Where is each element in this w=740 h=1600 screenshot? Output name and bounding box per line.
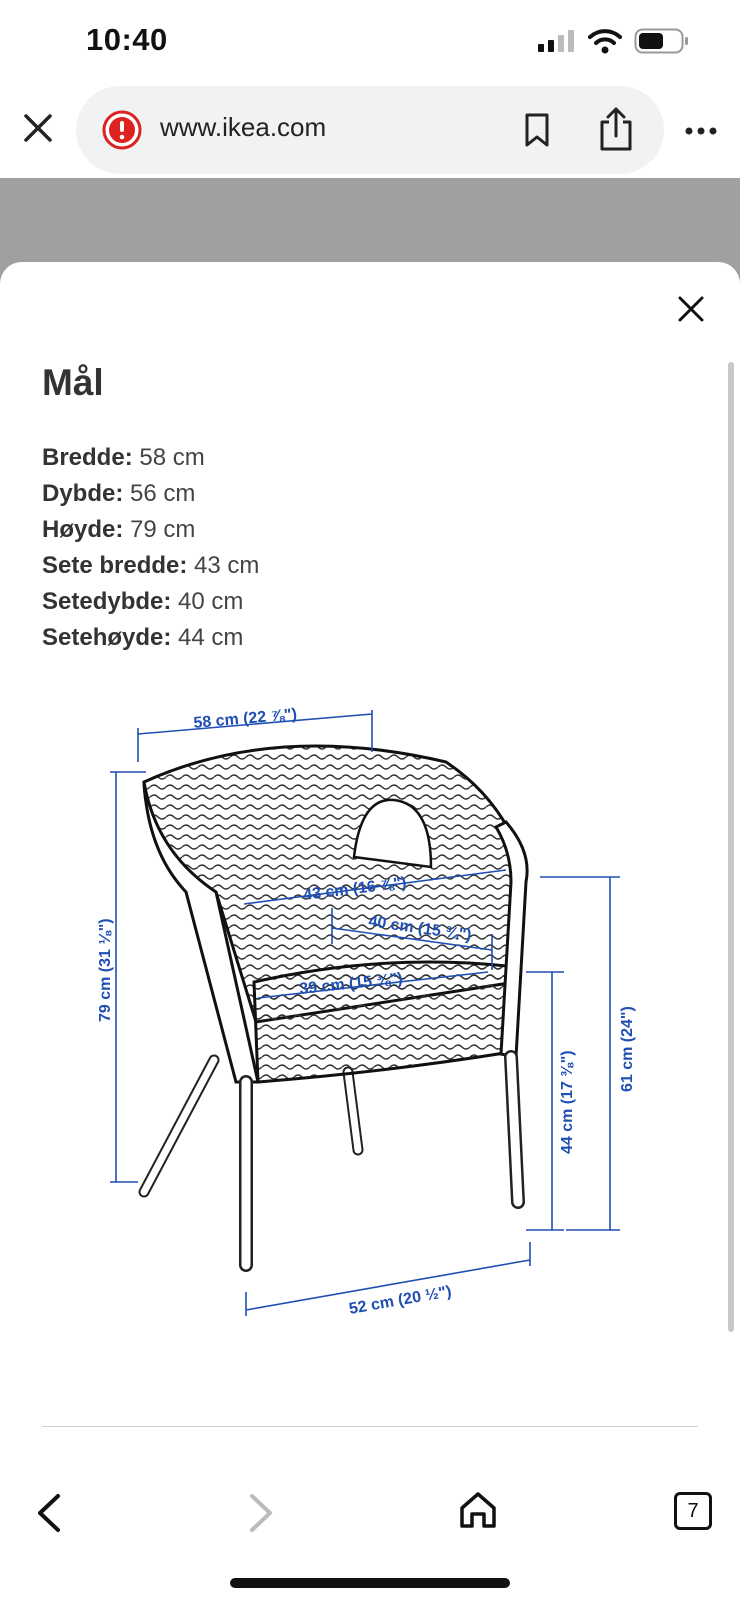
- battery-icon: [634, 28, 690, 54]
- dim-seat-depth-label: 40 cm (15 ¾"): [367, 913, 473, 945]
- spec-value: 40 cm: [178, 588, 244, 615]
- tabs-button[interactable]: 7: [674, 1492, 712, 1530]
- dim-seat-height-label: 44 cm (17 ⅜"): [559, 1050, 576, 1154]
- address-bar[interactable]: [76, 86, 664, 174]
- signal-icon: [538, 30, 576, 52]
- back-icon[interactable]: [34, 1490, 64, 1536]
- spec-value: 58 cm: [139, 444, 205, 471]
- spec-label: Høyde:: [42, 516, 124, 543]
- chair-dimension-diagram: [86, 682, 706, 1352]
- dim-height-label: 79 cm (31 ⅛"): [97, 918, 114, 1022]
- dim-arm-height-label: 61 cm (24"): [619, 1006, 636, 1092]
- bookmark-icon[interactable]: [522, 112, 552, 148]
- home-icon[interactable]: [458, 1490, 498, 1530]
- sheet-close-icon[interactable]: [676, 294, 706, 324]
- site-warning-icon[interactable]: [102, 110, 142, 150]
- spec-row: [42, 512, 259, 548]
- spec-row: [42, 548, 259, 584]
- dim-depth-label: 52 cm (20 ½"): [347, 1283, 453, 1318]
- sheet-title: Mål: [42, 362, 104, 403]
- scrollbar[interactable]: [728, 362, 734, 1332]
- dim-seat-width-label: 43 cm (16 ⅞"): [302, 874, 408, 904]
- browser-toolbar: [0, 86, 740, 178]
- spec-label: Setehøyde:: [42, 624, 172, 651]
- chair-illustration: [144, 746, 527, 1265]
- dim-seat-front-label: 39 cm (15 ⅜"): [298, 970, 404, 998]
- close-icon[interactable]: [18, 108, 58, 148]
- dimensions-sheet: [0, 262, 740, 1462]
- spec-row: [42, 440, 259, 476]
- spec-row: [42, 476, 259, 512]
- spec-label: Bredde:: [42, 444, 133, 471]
- spec-label: Setedybde:: [42, 588, 172, 615]
- spec-label: Dybde:: [42, 480, 124, 507]
- spec-value: 79 cm: [130, 516, 196, 543]
- spec-label: Sete bredde:: [42, 552, 188, 579]
- spec-row: [42, 620, 259, 656]
- dim-width-label: 58 cm (22 ⅞"): [192, 706, 298, 732]
- share-icon[interactable]: [596, 106, 636, 152]
- spec-value: 44 cm: [178, 624, 244, 651]
- status-icons: [538, 28, 690, 54]
- status-time: 10:40: [86, 22, 168, 57]
- wifi-icon: [588, 28, 622, 54]
- forward-icon[interactable]: [246, 1490, 276, 1536]
- divider: [42, 1426, 698, 1427]
- spec-value: 56 cm: [130, 480, 196, 507]
- spec-list: [42, 440, 259, 656]
- home-indicator: [230, 1578, 510, 1588]
- spec-value: 43 cm: [194, 552, 260, 579]
- more-icon[interactable]: [684, 126, 718, 136]
- spec-row: [42, 584, 259, 620]
- status-bar: [0, 0, 740, 86]
- url-text[interactable]: www.ikea.com: [160, 112, 327, 142]
